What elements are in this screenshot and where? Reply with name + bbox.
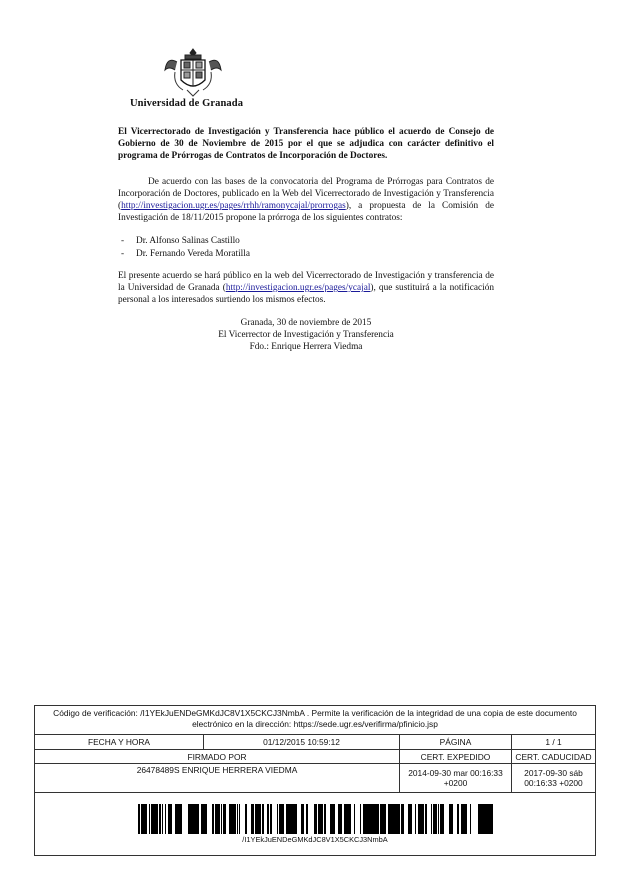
paragraph-text: ), que sustituirá a la notificación personal a los interesados surtiendo los mismos efectos. (118, 283, 494, 306)
cert-caducidad-value: 2017-09-30 sáb 00:16:33 +0200 (511, 764, 595, 792)
fecha-label: FECHA Y HORA (87, 737, 151, 747)
cert-expedido-label: CERT. EXPEDIDO (399, 750, 511, 763)
signer-row (35, 763, 595, 792)
firmado-label: FIRMADO POR (187, 751, 247, 762)
document-title: El Vicerrectorado de Investigación y Transferencia hace público el acuerdo de Consejo de Gobierno de 30 de Noviembre de 2015 por el que se adjudica con carácter definitivo el programa de Prórrogas de Contratos de Incorporación de Doctores. (118, 127, 494, 162)
barcode-row (35, 792, 595, 855)
university-coat-of-arms-logo (163, 46, 223, 98)
fecha-value: 01/12/2015 10:59:12 (203, 735, 399, 749)
sign-role: El Vicerrector de Investigación y Transferencia (218, 330, 394, 341)
cert-caducidad-label: CERT. CADUCIDAD (511, 750, 595, 763)
barcode-image (137, 804, 493, 834)
pagina-value: 1 / 1 (511, 735, 595, 749)
paragraph-publication (118, 270, 494, 307)
signature-block (118, 317, 494, 353)
date-row (35, 734, 595, 749)
university-name: Universidad de Granada (130, 98, 244, 109)
document-body (118, 126, 494, 353)
paragraph-text: ), a propuesta de la Comisión de Investigación de 18/11/2015 propone la prórroga de los siguientes contratos: (118, 201, 494, 224)
link-ycajal[interactable]: http://investigacion.ugr.es/pages/ycajal (225, 283, 371, 294)
signer-name: 26478489S ENRIQUE HERRERA VIEDMA (136, 765, 298, 775)
list-item (118, 235, 494, 247)
verification-box (34, 705, 596, 856)
pagina-label: PÁGINA (399, 735, 511, 749)
sign-place-date: Granada, 30 de noviembre de 2015 (240, 318, 372, 329)
verification-code-text: Código de verificación: /I1YEkJuENDeGMKdJC8V1X5CKCJ3NmbA . Permite la verificación de la integridad de una copia de este documento electrónico en la dirección: https://sede.ugr.es/verifirma/pfinicio.jsp (53, 708, 577, 729)
cert-expedido-value: 2014-09-30 mar 00:16:33 +0200 (399, 764, 511, 792)
list-item-text: Dr. Alfonso Salinas Castillo (136, 236, 240, 247)
list-marker: - (121, 236, 125, 247)
contracts-list (118, 235, 494, 259)
sign-name: Fdo.: Enrique Herrera Viedma (249, 342, 363, 353)
verification-code-row (35, 706, 595, 734)
list-item-text: Dr. Fernando Vereda Moratilla (136, 248, 250, 259)
barcode-caption: /I1YEkJuENDeGMKdJC8V1X5CKCJ3NmbA (242, 835, 388, 844)
link-prorrogas[interactable]: http://investigacion.ugr.es/pages/rrhh/ramonycajal/prorrogas (121, 201, 346, 212)
paragraph-text: De acuerdo con las bases de la convocatoria del Programa de Prórrogas para Contratos de Incorporación de Doctores, publicado en la Web del Vicerrectorado de Investigación y Transferencia ( (118, 176, 494, 212)
paragraph-text: El presente acuerdo se hará público en la web del Vicerrectorado de Investigación y transferencia de la Universidad de Granada ( (118, 270, 494, 294)
list-marker: - (121, 248, 125, 259)
signer-header-row (35, 749, 595, 763)
paragraph-convocatoria (118, 176, 494, 225)
list-item (118, 248, 494, 260)
